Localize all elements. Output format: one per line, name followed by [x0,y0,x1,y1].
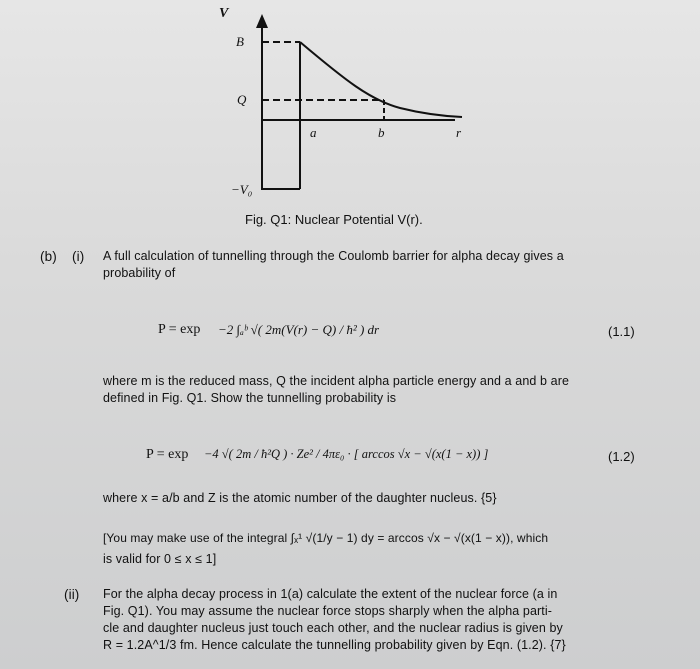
v-axis-label: V [219,6,229,21]
eq1-lhs: P = exp [158,322,201,337]
coulomb-curve [300,42,462,117]
ii-line-3: cle and daughter nucleus just touch each other, and the nuclear radius is given by [103,621,563,635]
r-axis-label: r [456,125,462,140]
where1-line-2: defined in Fig. Q1. Show the tunnelling probability is [103,391,397,405]
ii-line-1: For the alpha decay process in 1(a) calculate the extent of the nuclear force (a in [103,587,558,601]
v0-label: −V₀ [231,182,253,197]
b-level-label: B [236,34,244,49]
eq2-lhs: P = exp [146,447,189,462]
part-i-label: (i) [72,249,85,264]
figure-caption: Fig. Q1: Nuclear Potential V(r). [245,212,423,227]
part-b-label: (b) [40,249,57,264]
eq2-body: −4 √( 2m / ħ²Q ) · Ze² / 4πε₀ · [ arccos √x − √(x(1 − x)) ] [204,447,489,461]
b-label: b [378,125,385,140]
where1-line-1: where m is the reduced mass, Q the incident alpha particle energy and a and b are [103,374,570,388]
intro-line-1: A full calculation of tunnelling through the Coulomb barrier for alpha decay gives a [103,249,564,263]
part-ii-label: (ii) [64,587,80,602]
v-axis-arrow [256,14,268,28]
hint-line-1: [You may make use of the integral ∫ₓ¹ √(1/y − 1) dy = arccos √x − √(x(1 − x)), which [103,531,549,545]
eq1-number: (1.1) [608,324,635,339]
ii-line-4: R = 1.2A^1/3 fm. Hence calculate the tunnelling probability given by Eqn. (1.2). {7} [103,638,566,652]
eq2-number: (1.2) [608,449,635,464]
hint-line-2: is valid for 0 ≤ x ≤ 1] [103,552,217,566]
q-level-label: Q [237,92,247,107]
intro-line-2: probability of [103,266,176,280]
eq1-body: −2 ∫ₐᵇ √( 2m(V(r) − Q) / ħ² ) dr [218,322,380,337]
where2: where x = a/b and Z is the atomic number of the daughter nucleus. {5} [103,491,497,505]
ii-line-2: Fig. Q1). You may assume the nuclear force stops sharply when the alpha parti- [103,604,553,618]
potential-figure [0,0,700,200]
a-label: a [310,125,317,140]
